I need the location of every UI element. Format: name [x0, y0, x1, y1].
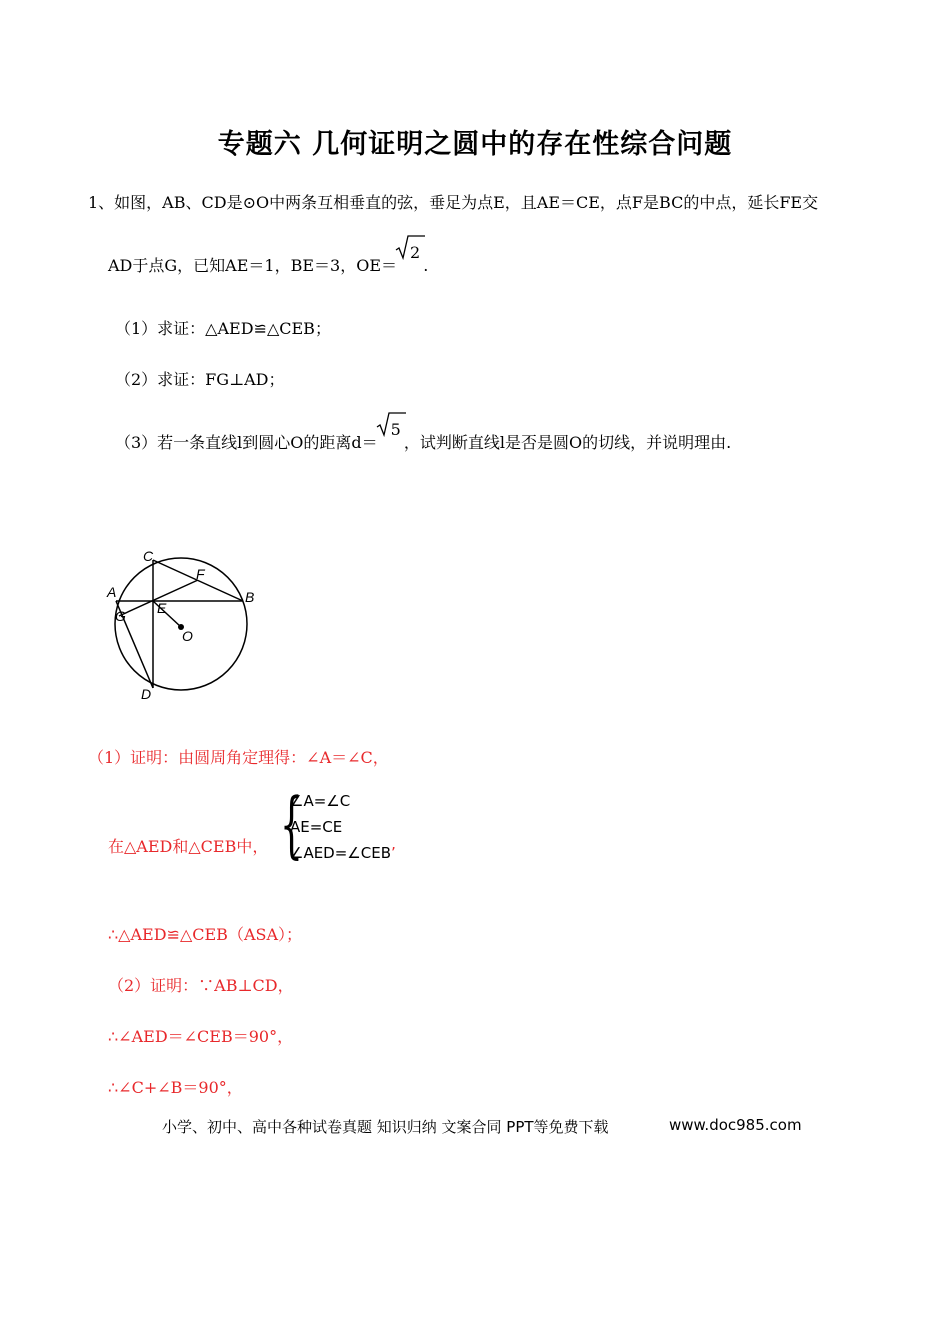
question-2: （2）求证：FG⊥AD；	[115, 370, 285, 389]
solution-step-1: （1）证明：由圆周角定理得：∠A＝∠C，	[88, 748, 389, 767]
label-o: O	[182, 628, 193, 644]
label-d: D	[141, 686, 152, 702]
problem-line-2-end: .	[423, 256, 429, 275]
problem-line-1: 1、如图，AB、CD是⊙O中两条互相垂直的弦，垂足为点E，且AE＝CE，点F是BC的中点，延长FE交	[88, 193, 819, 212]
solution-step-6: ∴∠C+∠B＝90°，	[108, 1078, 243, 1097]
question-3-text: （3）若一条直线l到圆心O的距离d＝	[115, 433, 378, 452]
label-c: C	[143, 548, 154, 564]
footer-text: 小学、初中、高中各种试卷真题 知识归纳 文案合同 PPT等免费下载	[162, 1118, 609, 1136]
system-row-3-text: ∠AED=∠CEB	[290, 844, 391, 862]
label-b: B	[245, 589, 255, 605]
system-row-3	[290, 840, 396, 866]
question-3	[115, 420, 732, 453]
solution-step-4: （2）证明：∵AB⊥CD，	[108, 976, 294, 995]
problem-line-2-text: AD于点G，已知AE＝1，BE＝3，OE＝	[108, 256, 397, 275]
system-row-2: AE=CE	[290, 818, 343, 836]
label-e: E	[157, 600, 167, 616]
sqrt-2-expression	[397, 243, 421, 275]
question-3-end: ，试判断直线l是否是圆O的切线，并说明理由.	[403, 433, 732, 452]
solution-step-2: 在△AED和△CEB中，	[108, 837, 269, 856]
system-row-1: ∠A=∠C	[290, 792, 351, 810]
system-tail: ’	[391, 844, 396, 862]
problem-line-2	[108, 243, 429, 276]
page-title: 专题六 几何证明之圆中的存在性综合问题	[217, 129, 733, 160]
equation-system	[290, 788, 396, 866]
solution-step-3: ∴△AED≌△CEB（ASA）；	[108, 925, 303, 944]
sqrt-5-expression	[378, 420, 401, 452]
label-g: G	[115, 608, 126, 624]
label-f: F	[196, 566, 205, 582]
label-a: A	[107, 584, 117, 600]
sqrt-2-radicand: 2	[410, 243, 421, 262]
footer-url[interactable]: www.doc985.com	[669, 1116, 802, 1134]
system-brace: {	[280, 782, 303, 866]
solution-step-5: ∴∠AED＝∠CEB＝90°，	[108, 1027, 294, 1046]
circle-geometry-figure	[100, 545, 270, 710]
sqrt-5-radicand: 5	[390, 420, 401, 439]
question-1: （1）求证：△AED≌△CEB；	[115, 319, 331, 338]
